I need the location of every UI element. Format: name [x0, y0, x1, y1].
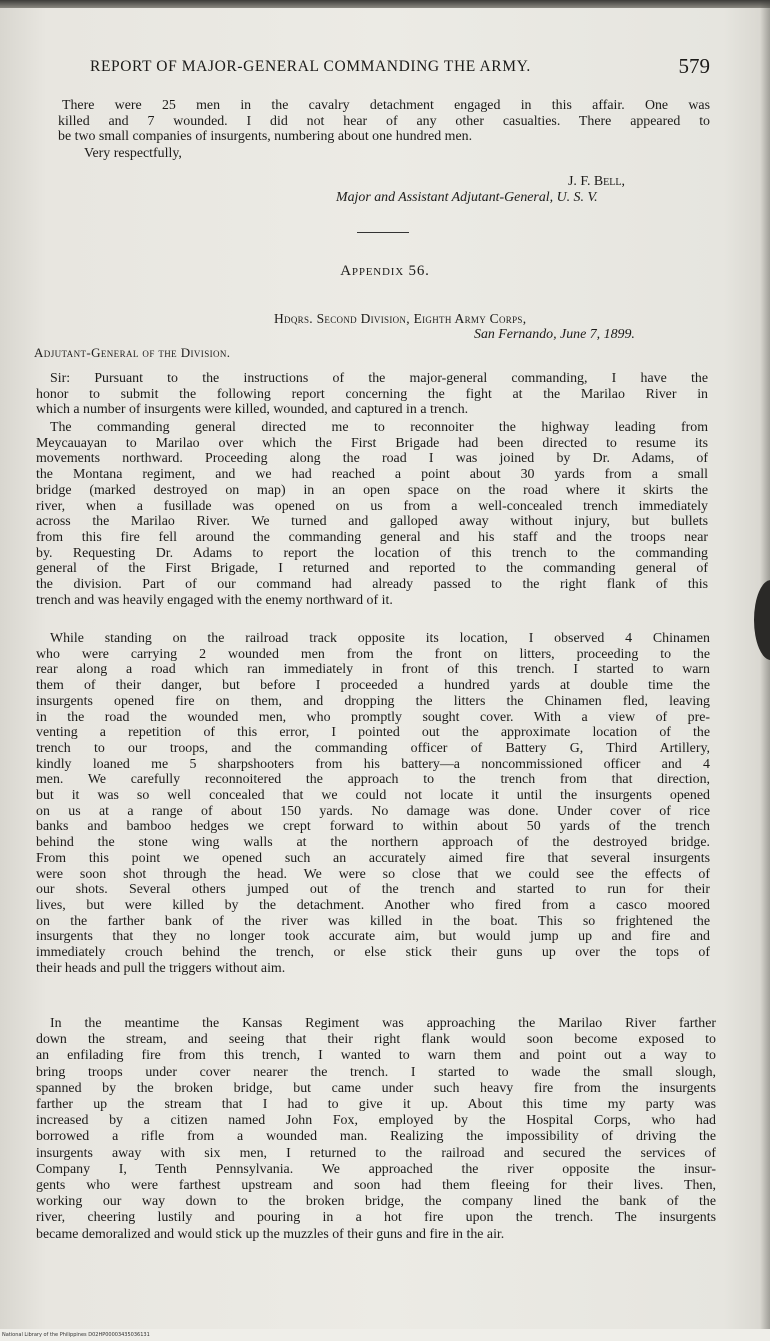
addressee: Adjutant-General of the Division.: [34, 345, 231, 360]
text-line: There were 25 men in the cavalry detachment engaged in this affair. One was: [62, 98, 710, 113]
text-line: The commanding general directed me to reconnoiter the highway leading from: [50, 420, 708, 435]
text-line: bring troops under cover nearer the trench. I started to wade the small slough,: [36, 1064, 716, 1080]
text-line: their heads and pull the triggers without aim.: [36, 960, 286, 976]
text-line: increased by a citizen named John Fox, employed by the Hospital Corps, who had: [36, 1113, 716, 1129]
running-head-title: REPORT OF MAJOR-GENERAL COMMANDING THE ARMY.: [90, 58, 531, 75]
text-line: were soon shot through the head. We were so close that we could see the effects of: [36, 866, 710, 882]
text-line: kindly loaned me 5 sharpshooters from his battery—a noncommissioned officer and 4: [36, 756, 710, 772]
text-line: From this point we opened such an accurately aimed fire that several insurgents: [36, 850, 710, 866]
text-line: insurgents that they no longer took accurate aim, but would jump up and fire and: [36, 929, 710, 945]
appendix-title: Appendix 56.: [340, 263, 430, 279]
text-line: rear along a road which ran immediately in front of this trench. I started to warn: [36, 662, 710, 678]
body-paragraph-4: [36, 1016, 716, 1243]
text-line: bridge (marked destroyed on map) in an open space on the road where it skirts the: [36, 482, 708, 498]
text-line: them of their danger, but before I proceeded a hundred yards at double time the: [36, 678, 710, 694]
text-line: across the Marilao River. We turned and galloped away without injury, but bullets: [36, 514, 708, 530]
text-line: insurgents away with six men, I returned to the railroad and secured the services of: [36, 1145, 716, 1161]
text-line: immediately crouch behind the trench, or else stick their guns up over the tops of: [36, 945, 710, 961]
text-line: which a number of insurgents were killed, wounded, and captured in a trench.: [36, 402, 469, 418]
text-line: borrowed a rifle from a wounded man. Realizing the impossibility of driving the: [36, 1129, 716, 1145]
text-line: river, cheering lustily and pouring in a hot fire upon the trench. The insurgents: [36, 1210, 716, 1226]
body-paragraph-2: [36, 420, 708, 608]
text-line: men. We carefully reconnoitered the approach to the trench from that direction,: [36, 772, 710, 788]
text-line: insurgents opened fire on them, and dropping the litters the Chinamen fled, leaving: [36, 693, 710, 709]
text-line: became demoralized and would stick up the muzzles of their guns and fire in the air.: [36, 1226, 505, 1242]
body-paragraph-3: [36, 631, 710, 976]
scan-footer: National Library of the Philippines D02HP00003435036131: [0, 1329, 770, 1341]
signature-name: J. F. Bell,: [568, 174, 625, 189]
body-paragraph-1: [36, 371, 708, 418]
section-divider: [357, 232, 409, 233]
text-line: on us at a range of about 150 yards. No damage was done. Under cover of rice: [36, 803, 710, 819]
text-line: behind the stone wing walls at the northern approach of the destroyed bridge.: [36, 835, 710, 851]
text-line: an enfilading fire from this trench, I wanted to warn them and point out a way to: [36, 1048, 716, 1064]
text-line: our shots. Several others jumped out of the trench and started to run for their: [36, 882, 710, 898]
text-line: Meycauayan to Marilao over which the First Brigade had been directed to resume its: [36, 435, 708, 451]
text-line: in the road the wounded men, who promptly sought cover. With a view of pre-: [36, 709, 710, 725]
text-line: Company I, Tenth Pennsylvania. We approached the river opposite the insur-: [36, 1161, 716, 1177]
text-line: farther up the stream that I had to give it up. About this time my party was: [36, 1097, 716, 1113]
text-line: the Montana regiment, and we had reached a point about 30 yards from a small: [36, 467, 708, 483]
text-line: river, when a fusillade was opened on us from a well-concealed trench immediately: [36, 498, 708, 514]
text-line: from this fire fell around the commanding general and his staff and the troops near: [36, 529, 708, 545]
text-line: honor to submit the following report concerning the fight at the Marilao River in: [36, 386, 708, 402]
text-line: who were carrying 2 wounded men from the front on litters, proceeding to the: [36, 646, 710, 662]
text-line: In the meantime the Kansas Regiment was approaching the Marilao River farther: [50, 1016, 716, 1031]
text-line: working our way down to the broken bridge, the company lined the bank of the: [36, 1194, 716, 1210]
text-line: lives, but were killed by the detachment. Another who fired from a casco moored: [36, 897, 710, 913]
text-line: spanned by the broken bridge, but came under such heavy fire from the insurgents: [36, 1080, 716, 1096]
text-line: be two small companies of insurgents, numbering about one hundred men.: [58, 129, 473, 145]
page-right-shadow: [760, 0, 770, 1341]
closing: Very respectfully,: [84, 146, 182, 161]
text-line: on the farther bank of the river was killed in the boat. This so frightened the: [36, 913, 710, 929]
text-line: banks and bamboo hedges we crept forward to within about 50 yards of the trench: [36, 819, 710, 835]
date-line: San Fernando, June 7, 1899.: [474, 327, 635, 342]
text-line: Sir: Pursuant to the instructions of the major-general commanding, I have the: [50, 371, 708, 386]
page-number: 579: [678, 54, 710, 78]
headquarters-line: Hdqrs. Second Division, Eighth Army Corps,: [274, 311, 527, 326]
text-line: but it was so well concealed that we could not locate it until the insurgents opened: [36, 788, 710, 804]
text-line: While standing on the railroad track opposite its location, I observed 4 Chinamen: [50, 631, 710, 646]
text-line: by. Requesting Dr. Adams to report the location of this trench to the commanding: [36, 545, 708, 561]
text-line: the division. Part of our command had already passed to the right flank of this: [36, 577, 708, 593]
text-line: trench to our troops, and the commanding officer of Battery G, Third Artillery,: [36, 740, 710, 756]
text-line: movements northward. Proceeding along the road I was joined by Dr. Adams, of: [36, 451, 708, 467]
text-line: gents who were farthest upstream and soon had them fleeing for their lives. Then,: [36, 1178, 716, 1194]
text-line: venting a repetition of this error, I pointed out the approximate location of the: [36, 725, 710, 741]
signature-title: Major and Assistant Adjutant-General, U. S. V.: [336, 190, 598, 205]
page-top-edge: [0, 0, 770, 8]
text-line: trench and was heavily engaged with the enemy northward of it.: [36, 592, 393, 608]
intro-paragraph: [58, 98, 710, 145]
text-line: general of the First Brigade, I returned and reported to the commanding general of: [36, 561, 708, 577]
text-line: killed and 7 wounded. I did not hear of any other casualties. There appeared to: [58, 113, 710, 129]
text-line: down the stream, and seeing that their right flank would soon become exposed to: [36, 1032, 716, 1048]
